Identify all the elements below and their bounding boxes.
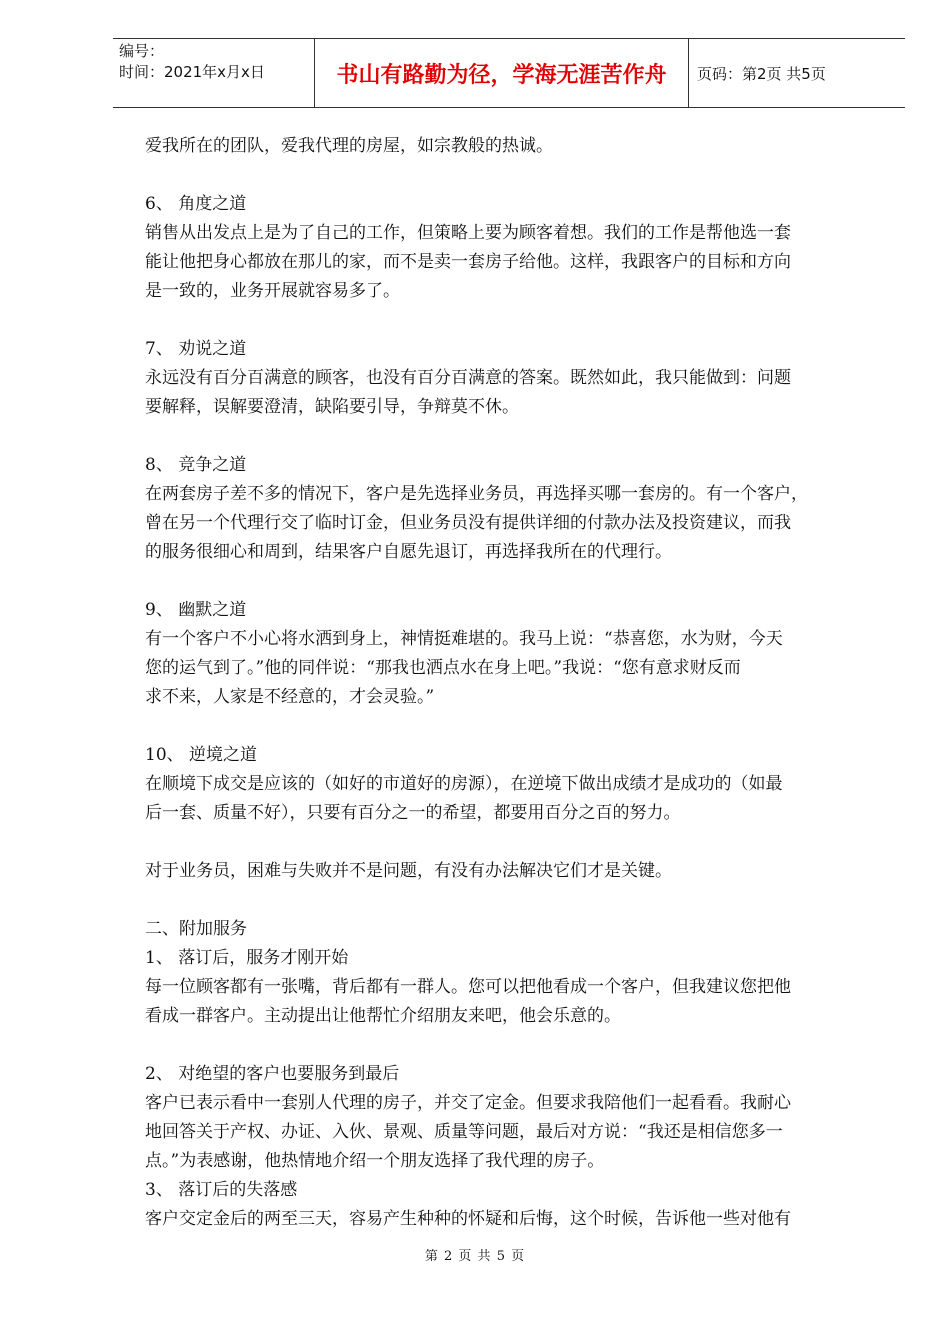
text-line: 每一位顾客都有一张嘴，背后都有一群人。您可以把他看成一个客户，但我建议您把他 — [145, 977, 791, 997]
header-page-number: 页码：第2页 共5页 — [697, 64, 826, 83]
text-line: 7、 劝说之道 — [145, 339, 247, 359]
text-line: 3、 落订后的失落感 — [145, 1180, 298, 1200]
text-line: 您的运气到了。”他的同伴说：“那我也洒点水在身上吧。”我说：“您有意求财反而 — [145, 658, 741, 678]
text-line: 后一套、质量不好），只要有百分之一的希望，都要用百分之百的努力。 — [145, 803, 681, 823]
text-line: 1、 落订后，服务才刚开始 — [145, 948, 349, 968]
paragraph-gap — [145, 712, 880, 741]
text-line: 看成一群客户。主动提出让他帮忙介绍朋友来吧，他会乐意的。 — [145, 1006, 621, 1026]
text-line: 地回答关于产权、办证、入伙、景观、质量等问题，最后对方说：“我还是相信您多一 — [145, 1122, 783, 1142]
document-body — [145, 132, 880, 1234]
text-line: 能让他把身心都放在那儿的家，而不是卖一套房子给他。这样，我跟客户的目标和方向 — [145, 252, 791, 272]
text-line: 2、 对绝望的客户也要服务到最后 — [145, 1064, 400, 1084]
paragraph-gap — [145, 828, 880, 857]
text-line: 点。”为表感谢，他热情地介绍一个朋友选择了我代理的房子。 — [145, 1151, 605, 1171]
text-line: 对于业务员，困难与失败并不是问题，有没有办法解决它们才是关键。 — [145, 861, 672, 881]
text-line: 爱我所在的团队，爱我代理的房屋，如宗教般的热诚。 — [145, 136, 553, 156]
paragraph-gap — [145, 422, 880, 451]
header-motto: 书山有路勤为径，学海无涯苦作舟 — [315, 39, 689, 107]
paragraph-gap — [145, 567, 880, 596]
text-line: 10、 逆境之道 — [145, 745, 258, 765]
text-line: 销售从出发点上是为了自己的工作，但策略上要为顾客着想。我们的工作是帮他选一套 — [145, 223, 791, 243]
text-line: 在两套房子差不多的情况下，客户是先选择业务员，再选择买哪一套房的。有一个客户， — [145, 484, 808, 504]
text-line: 9、 幽默之道 — [145, 600, 247, 620]
page-header — [113, 38, 905, 108]
text-line: 客户交定金后的两至三天，容易产生种种的怀疑和后悔，这个时候，告诉他一些对他有 — [145, 1209, 791, 1229]
paragraph-gap — [145, 1031, 880, 1060]
header-time: 时间：2021年x月x日 — [119, 63, 265, 81]
header-meta — [113, 39, 315, 107]
text-line: 客户已表示看中一套别人代理的房子，并交了定金。但要求我陪他们一起看看。我耐心 — [145, 1093, 791, 1113]
paragraph-gap — [145, 161, 880, 190]
header-number: 编号： — [119, 42, 165, 60]
page-footer: 第 2 页 共 5 页 — [424, 1249, 526, 1264]
paragraph-gap — [145, 306, 880, 335]
text-line: 是一致的，业务开展就容易多了。 — [145, 281, 400, 301]
text-line: 要解释，误解要澄清，缺陷要引导，争辩莫不休。 — [145, 397, 519, 417]
text-line: 二、附加服务 — [145, 919, 247, 939]
text-line: 曾在另一个代理行交了临时订金，但业务员没有提供详细的付款办法及投资建议，而我 — [145, 513, 791, 533]
text-line: 的服务很细心和周到，结果客户自愿先退订，再选择我所在的代理行。 — [145, 542, 672, 562]
text-line: 6、 角度之道 — [145, 194, 247, 214]
text-line: 求不来，人家是不经意的，才会灵验。” — [145, 687, 435, 707]
text-line: 有一个客户不小心将水洒到身上，神情挺难堪的。我马上说：“恭喜您，水为财，今天 — [145, 629, 783, 649]
paragraph-gap — [145, 886, 880, 915]
text-line: 在顺境下成交是应该的（如好的市道好的房源），在逆境下做出成绩才是成功的（如最 — [145, 774, 783, 794]
text-line: 永远没有百分百满意的顾客，也没有百分百满意的答案。既然如此，我只能做到：问题 — [145, 368, 791, 388]
text-line: 8、 竞争之道 — [145, 455, 247, 475]
